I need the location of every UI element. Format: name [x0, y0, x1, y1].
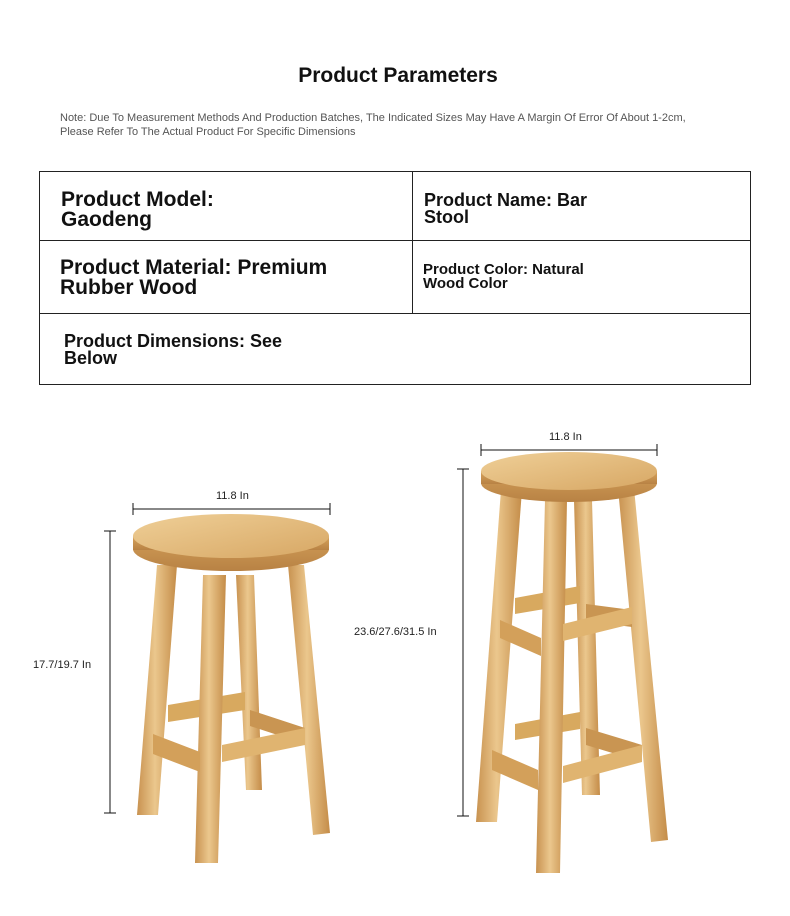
tall-stool-height-label: 23.6/27.6/31.5 In — [354, 626, 437, 638]
short-stool-image — [133, 514, 330, 863]
product-name: Product Name: Bar Stool — [424, 190, 588, 227]
short-stool-height-label: 17.7/19.7 In — [33, 659, 92, 671]
measurement-note: Note: Due To Measurement Methods And Production Batches, The Indicated Sizes May Have A Margin Of Error Of About 1-2cm, Please Refer To The Actual Product For Specific Dimensions — [60, 112, 686, 138]
page-title: Product Parameters — [298, 64, 498, 87]
product-material: Product Material: Premium Rubber Wood — [60, 256, 328, 299]
product-color: Product Color: Natural Wood Color — [423, 261, 584, 292]
tall-stool-width-label: 11.8 In — [549, 431, 582, 443]
product-dimensions: Product Dimensions: See Below — [64, 331, 283, 368]
short-stool-width-label: 11.8 In — [216, 490, 249, 502]
tall-stool-image — [476, 452, 668, 873]
product-model: Product Model: Gaodeng — [61, 188, 214, 231]
